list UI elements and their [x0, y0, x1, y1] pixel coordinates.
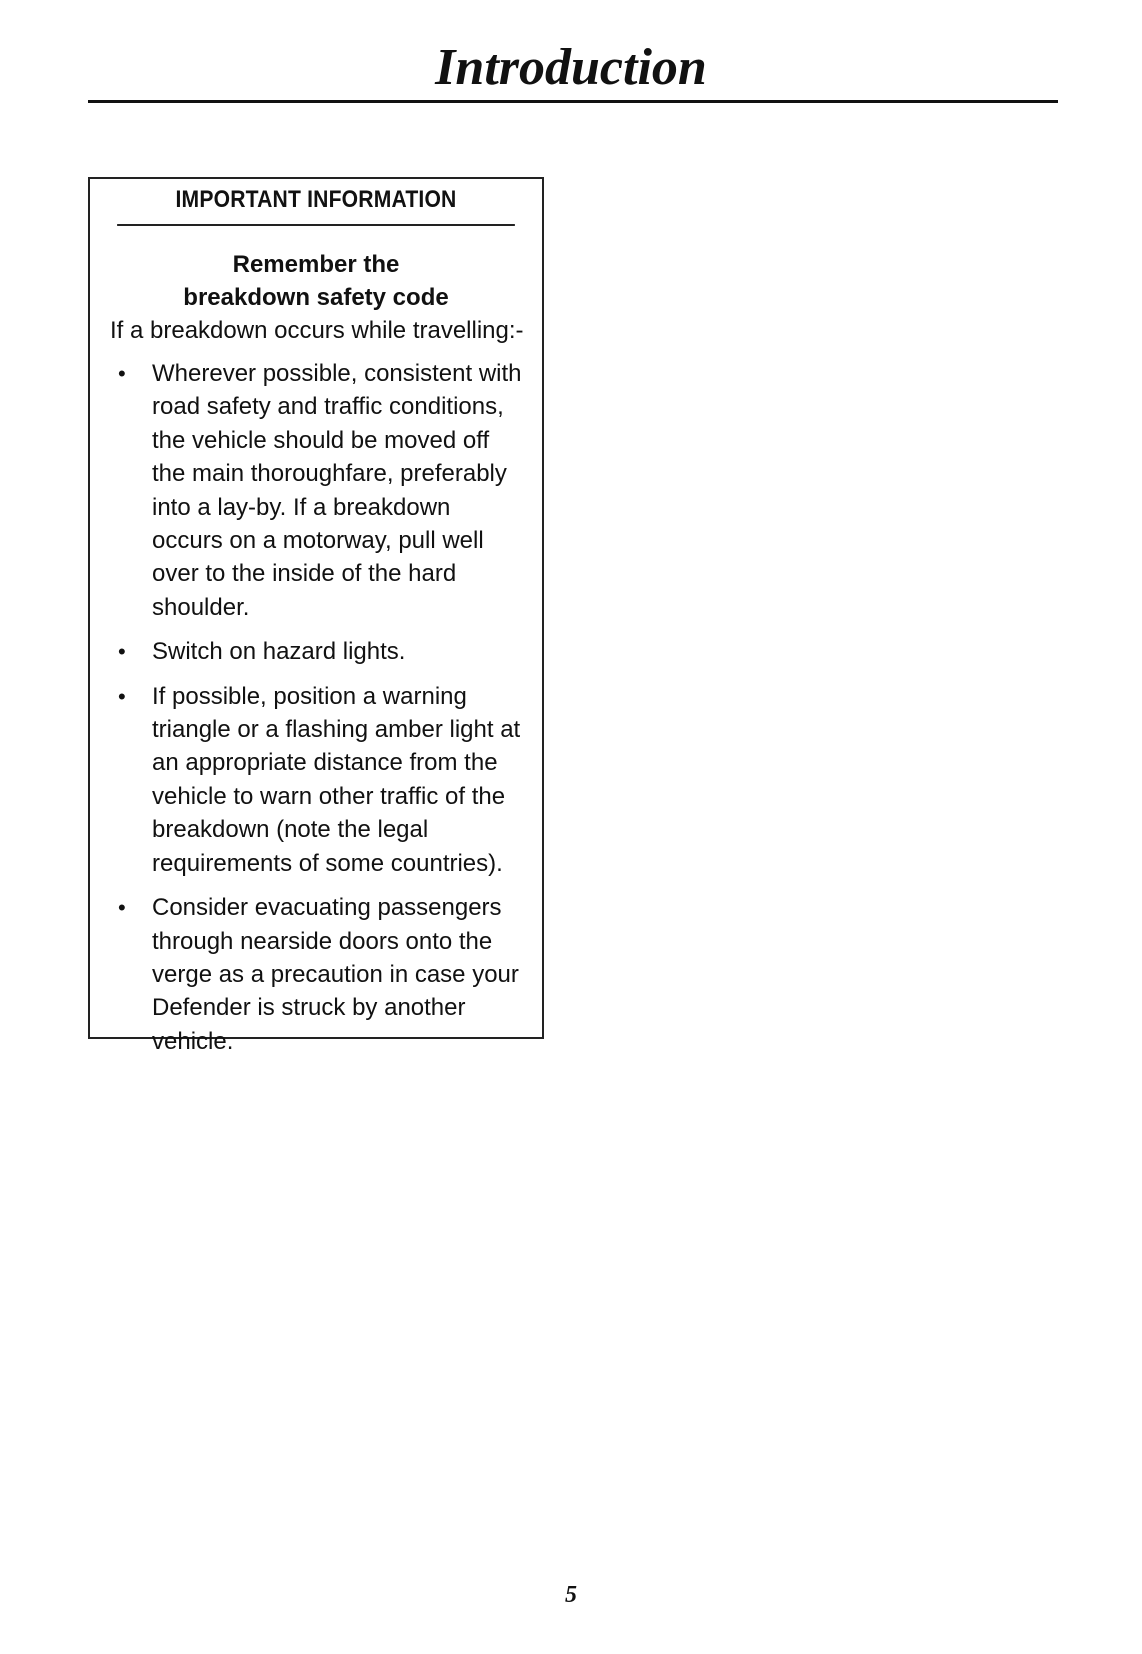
info-box-intro: If a breakdown occurs while travelling:-: [110, 317, 524, 344]
list-item-text: Consider evacuating passengers through nearside doors onto the verge as a precaution in case your Defender is struck by another vehicle.: [152, 894, 519, 1055]
list-item: [110, 891, 522, 1058]
bullet-icon: •: [118, 895, 126, 921]
list-item: [110, 635, 522, 668]
list-item: [110, 680, 522, 880]
info-box-heading: IMPORTANT INFORMATION: [117, 179, 515, 226]
info-box-body: [90, 226, 542, 1058]
page-number: 5: [565, 1582, 577, 1608]
page-title: Introduction: [435, 39, 707, 96]
list-item-text: If possible, position a warning triangle or a flashing amber light at an appropriate distance from the vehicle to warn other traffic of the breakdown (note the legal requirements of some countries).: [152, 682, 521, 877]
bullet-icon: •: [118, 639, 126, 665]
list-item: [110, 357, 522, 624]
important-information-box: [88, 177, 544, 1055]
title-divider: [88, 100, 1058, 103]
info-box-subheading: Remember the breakdown safety code: [183, 251, 449, 311]
list-item-text: Switch on hazard lights.: [152, 638, 406, 666]
bullet-icon: •: [118, 683, 126, 709]
list-item-text: Wherever possible, consistent with road safety and traffic conditions, the vehicle should be moved off the main thoroughfare, preferably into a lay-by. If a breakdown occurs on a motorway, pull well over to the inside of the hard shoulder.: [152, 360, 522, 621]
safety-code-list: [110, 357, 522, 1058]
bullet-icon: •: [118, 361, 126, 386]
